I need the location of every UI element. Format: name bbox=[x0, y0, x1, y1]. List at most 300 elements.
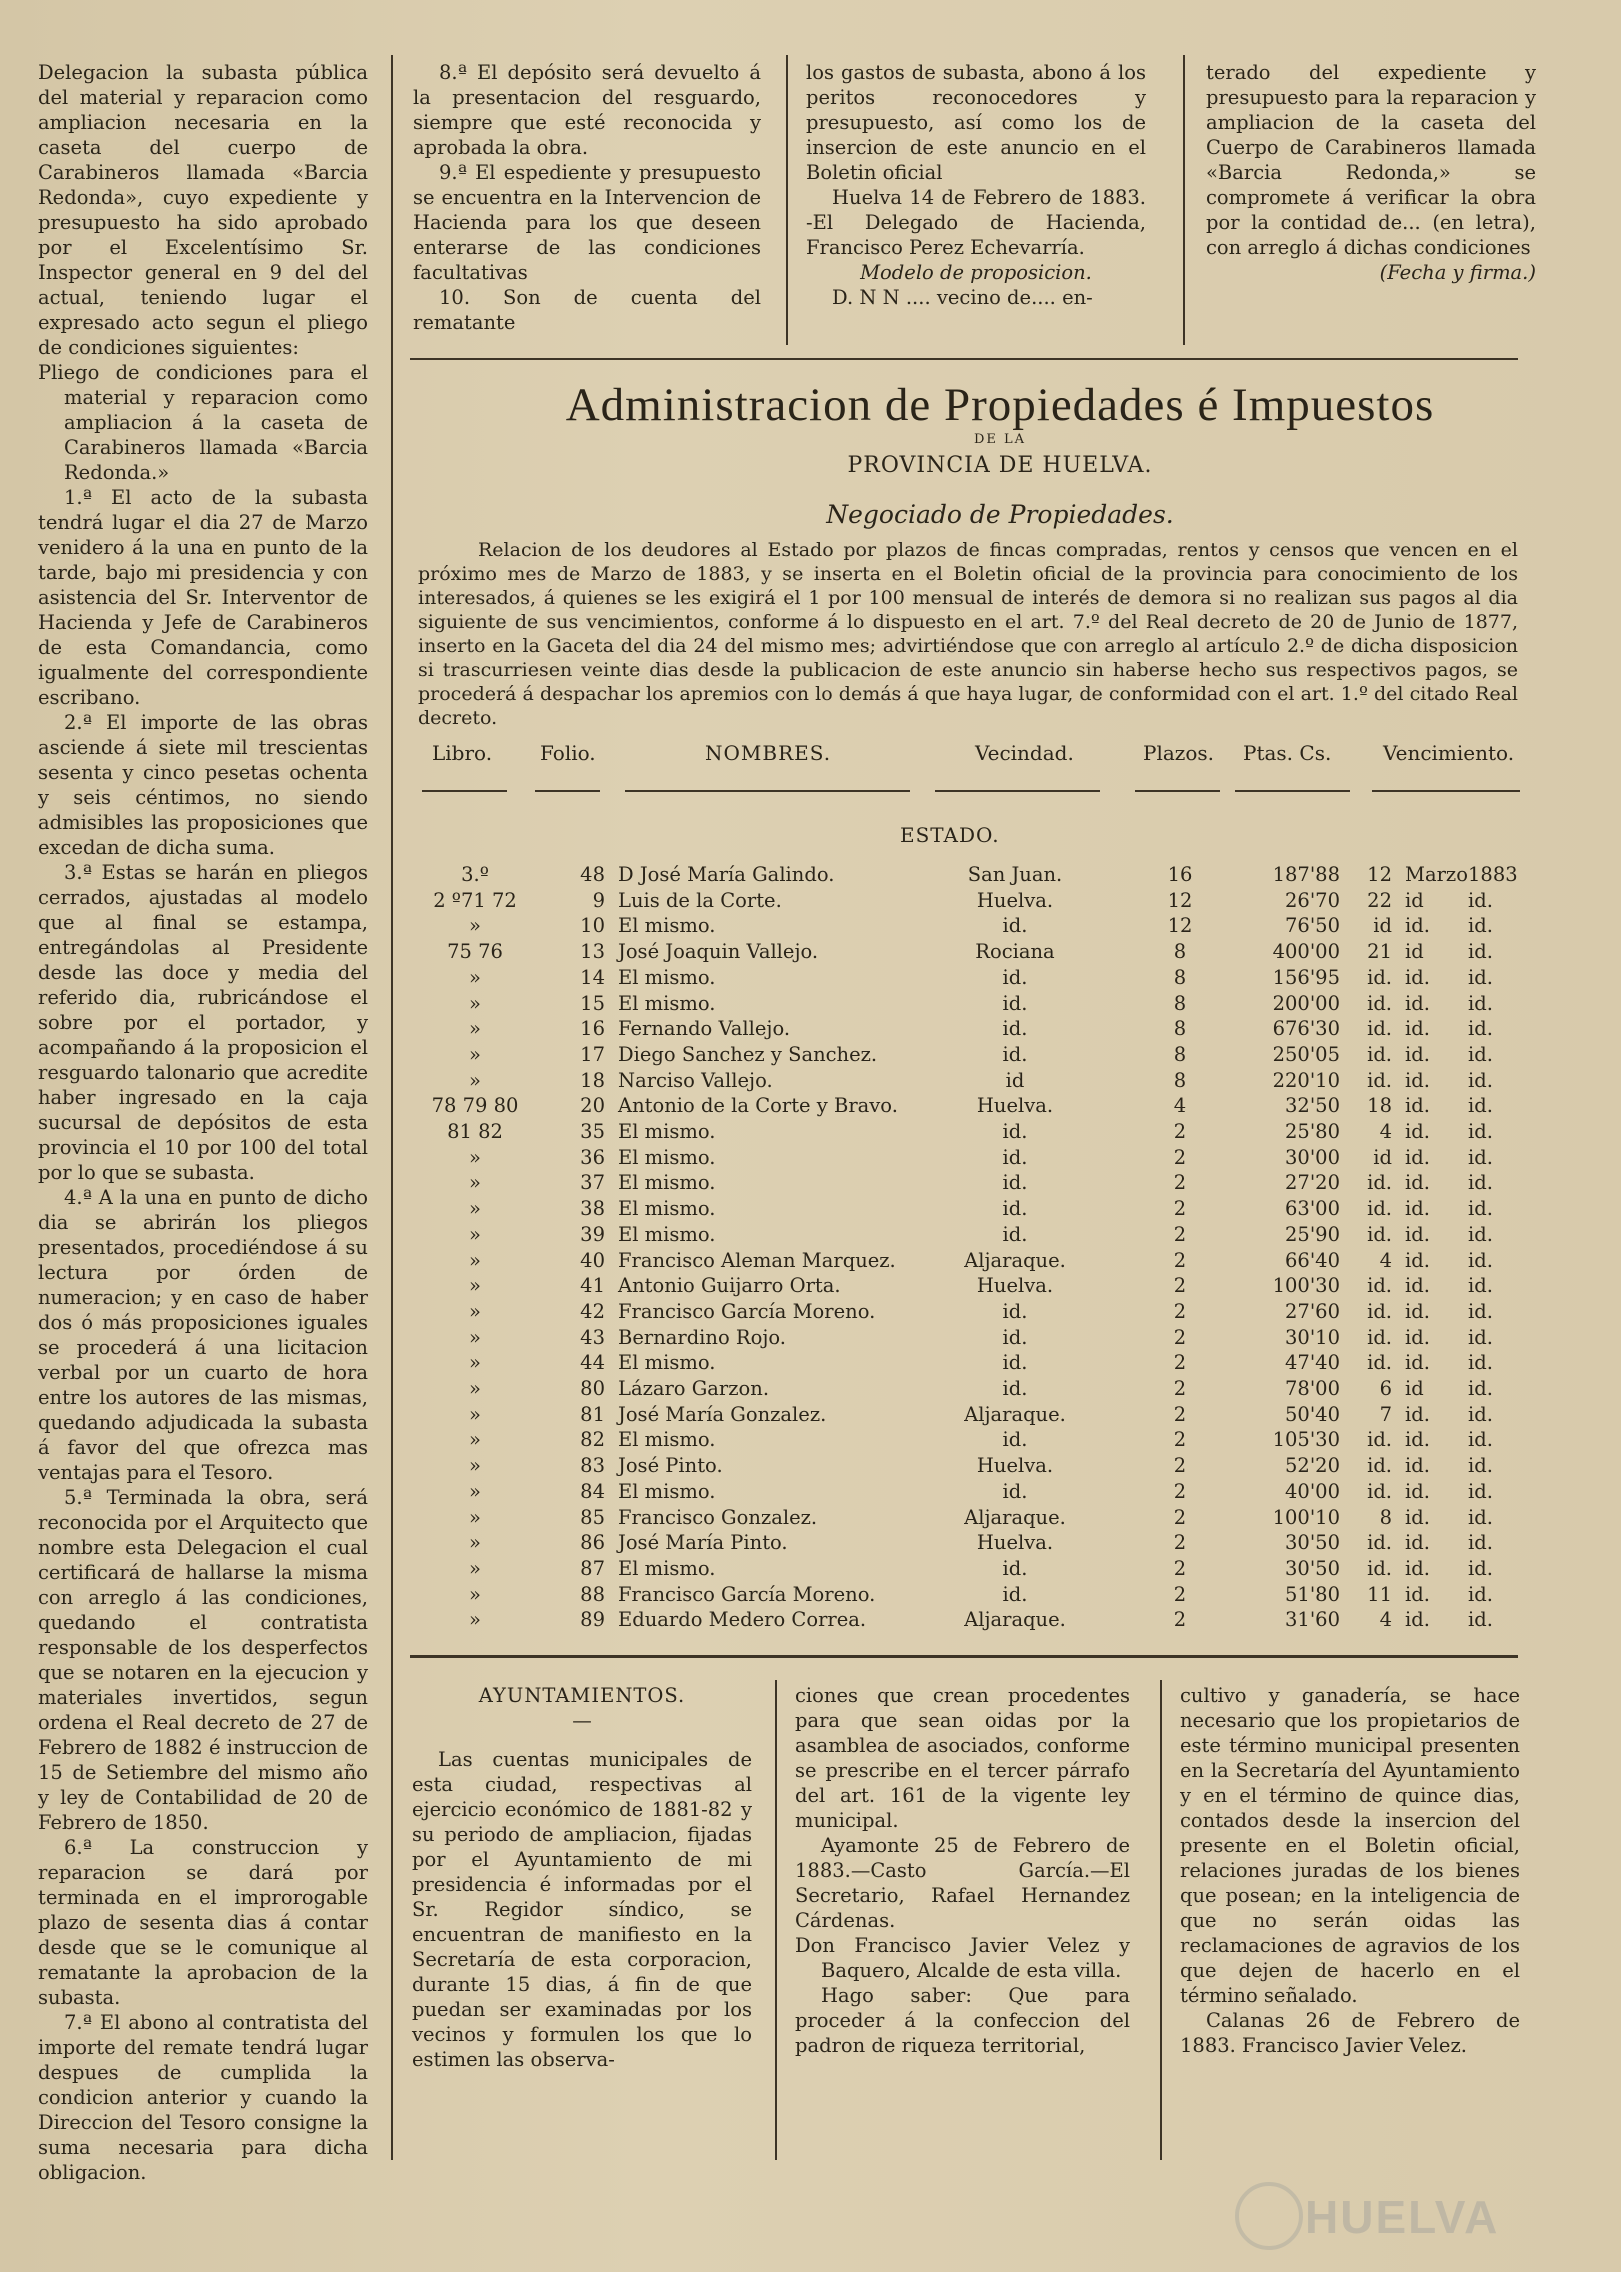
table-row bbox=[0, 1403, 1621, 1429]
heading-dash: — bbox=[572, 1709, 592, 1732]
row-venc-dia: 4 bbox=[1379, 1120, 1392, 1143]
row-libro: » bbox=[469, 965, 481, 989]
row-venc-mes: id. bbox=[1405, 1068, 1430, 1092]
row-plazos: 12 bbox=[1167, 888, 1193, 912]
row-venc-dia: id. bbox=[1367, 991, 1392, 1015]
row-venc-dia: 6 bbox=[1379, 1377, 1392, 1400]
row-plazos: 12 bbox=[1167, 914, 1193, 938]
row-folio: 18 bbox=[580, 1068, 605, 1092]
row-libro: » bbox=[469, 1505, 481, 1529]
column-rule bbox=[775, 1680, 777, 2160]
table-row bbox=[0, 1454, 1621, 1480]
header-underline bbox=[1235, 790, 1350, 792]
col1-paragraph: Pliego de condiciones para el material y reparacion como ampliacion á la caseta de Carabineros llamada «Barcia Redonda.» bbox=[38, 361, 368, 484]
row-folio: 40 bbox=[580, 1248, 605, 1272]
row-venc-anio: id. bbox=[1468, 940, 1493, 964]
row-venc-anio: id. bbox=[1468, 1505, 1493, 1529]
row-nombre: El mismo. bbox=[618, 991, 716, 1015]
row-pesetas: 51'80 bbox=[1285, 1582, 1340, 1606]
row-venc-dia: 12 bbox=[1367, 863, 1392, 886]
ayunt-c-paragraph: Calanas 26 de Febrero de 1883. Francisco Javier Velez. bbox=[1180, 2009, 1520, 2057]
table-row bbox=[0, 914, 1621, 940]
row-pesetas: 76'50 bbox=[1285, 914, 1340, 938]
row-libro: » bbox=[469, 1402, 481, 1426]
row-plazos: 2 bbox=[1173, 1402, 1187, 1426]
row-venc-anio: id. bbox=[1468, 1299, 1493, 1323]
row-vecindad: id. bbox=[1002, 1556, 1028, 1580]
table-row bbox=[0, 1480, 1621, 1506]
row-folio: 16 bbox=[580, 1017, 605, 1041]
header-underline bbox=[422, 790, 507, 792]
row-venc-mes: id. bbox=[1405, 1531, 1430, 1555]
row-venc-anio: id. bbox=[1468, 1582, 1493, 1606]
row-vecindad: id. bbox=[1002, 1351, 1028, 1375]
row-plazos: 2 bbox=[1173, 1454, 1187, 1478]
row-venc-mes: id. bbox=[1405, 1402, 1430, 1426]
row-plazos: 2 bbox=[1173, 1299, 1187, 1323]
row-vecindad: id. bbox=[1002, 1171, 1028, 1195]
row-vecindad: id. bbox=[1002, 1145, 1028, 1169]
col2-paragraph: 10. Son de cuenta del rematante bbox=[413, 286, 761, 334]
row-libro: 75 76 bbox=[447, 940, 503, 964]
row-plazos: 2 bbox=[1173, 1582, 1187, 1606]
row-nombre: D José María Galindo. bbox=[618, 863, 835, 886]
row-plazos: 2 bbox=[1173, 1505, 1187, 1529]
row-venc-mes: id bbox=[1405, 1377, 1424, 1400]
row-venc-dia: id. bbox=[1367, 1222, 1392, 1246]
col1-paragraph: 7.ª El abono al contratista del importe del remate tendrá lugar despues de cumplida la condicion anterior y cuando la Direccion del Tesoro consigne la suma necesaria para dicha obligacion. bbox=[38, 2011, 368, 2184]
row-libro: » bbox=[469, 1479, 481, 1503]
row-folio: 48 bbox=[580, 863, 605, 886]
row-pesetas: 25'90 bbox=[1285, 1222, 1340, 1246]
row-venc-dia: id. bbox=[1367, 1479, 1392, 1503]
row-libro: » bbox=[469, 1428, 481, 1452]
header-underline bbox=[1372, 790, 1520, 792]
col2-paragraph: 9.ª El espediente y presupuesto se encuentra en la Intervencion de Hacienda para los que deseen enterarse de las condiciones facultativas bbox=[413, 161, 761, 284]
row-folio: 41 bbox=[580, 1274, 605, 1298]
row-pesetas: 100'30 bbox=[1272, 1274, 1340, 1298]
row-venc-mes: id. bbox=[1405, 965, 1430, 989]
table-row bbox=[0, 1274, 1621, 1300]
ayuntamientos-column-b bbox=[795, 1683, 1130, 2058]
row-venc-anio: id. bbox=[1468, 1017, 1493, 1041]
row-venc-dia: id. bbox=[1367, 1454, 1392, 1478]
row-pesetas: 676'30 bbox=[1272, 1017, 1340, 1041]
row-nombre: El mismo. bbox=[618, 1351, 716, 1375]
row-vecindad: San Juan. bbox=[967, 863, 1063, 886]
row-venc-mes: id. bbox=[1405, 1248, 1430, 1272]
row-plazos: 2 bbox=[1173, 1171, 1187, 1195]
ayunt-b-paragraph: ciones que crean procedentes para que sean oidas por la asamblea de asociados, conforme se prescribe en el tercer párrafo del art. 161 de la vigente ley municipal. bbox=[795, 1684, 1130, 1832]
row-pesetas: 30'50 bbox=[1285, 1531, 1340, 1555]
row-plazos: 2 bbox=[1173, 1274, 1187, 1298]
table-row bbox=[0, 1377, 1621, 1403]
row-folio: 13 bbox=[580, 940, 605, 964]
row-folio: 20 bbox=[580, 1094, 605, 1118]
archive-watermark: HUELVA bbox=[1305, 2191, 1500, 2243]
row-venc-anio: id. bbox=[1468, 1608, 1493, 1632]
row-venc-dia: id. bbox=[1367, 1531, 1392, 1555]
row-venc-dia: 18 bbox=[1367, 1094, 1392, 1118]
row-folio: 82 bbox=[580, 1428, 605, 1452]
section-title: Administracion de Propiedades é Impuestos bbox=[565, 379, 1435, 431]
row-pesetas: 40'00 bbox=[1285, 1479, 1340, 1503]
row-venc-mes: id. bbox=[1405, 991, 1430, 1015]
row-nombre: Fernando Vallejo. bbox=[618, 1017, 791, 1041]
row-vecindad: Aljaraque. bbox=[964, 1608, 1066, 1632]
row-venc-mes: id bbox=[1405, 940, 1424, 964]
row-venc-anio: id. bbox=[1468, 1556, 1493, 1580]
row-nombre: Lázaro Garzon. bbox=[618, 1377, 770, 1400]
col3-paragraph: Modelo de proposicion. bbox=[860, 261, 1092, 284]
row-nombre: José María Pinto. bbox=[618, 1531, 788, 1555]
row-venc-mes: id. bbox=[1405, 1274, 1430, 1298]
row-libro: » bbox=[469, 1351, 481, 1375]
row-vecindad: Rociana bbox=[975, 940, 1055, 964]
row-vecindad: Huelva. bbox=[976, 1531, 1054, 1555]
row-vecindad: Huelva. bbox=[976, 1094, 1054, 1118]
row-vecindad: id. bbox=[1002, 1582, 1028, 1606]
row-folio: 89 bbox=[580, 1608, 605, 1632]
row-libro: » bbox=[469, 1222, 481, 1246]
row-venc-anio: id. bbox=[1468, 1479, 1493, 1503]
row-libro: » bbox=[469, 1377, 481, 1400]
row-venc-mes: id. bbox=[1405, 1454, 1430, 1478]
row-nombre: Luis de la Corte. bbox=[618, 888, 782, 912]
row-pesetas: 105'30 bbox=[1272, 1428, 1340, 1452]
row-nombre: El mismo. bbox=[618, 1171, 716, 1195]
row-plazos: 8 bbox=[1173, 1042, 1187, 1066]
row-libro: » bbox=[469, 991, 481, 1015]
table-row bbox=[0, 992, 1621, 1018]
row-venc-dia: id. bbox=[1367, 1171, 1392, 1195]
row-nombre: Antonio de la Corte y Bravo. bbox=[618, 1094, 898, 1118]
section-subtitle-provincia: PROVINCIA DE HUELVA. bbox=[847, 453, 1153, 478]
row-venc-anio: id. bbox=[1468, 888, 1493, 912]
header-ptas: Ptas. Cs. bbox=[1243, 741, 1332, 765]
row-venc-mes: id. bbox=[1405, 1556, 1430, 1580]
row-venc-anio: id. bbox=[1468, 914, 1493, 938]
row-venc-mes: id. bbox=[1405, 1299, 1430, 1323]
row-libro: » bbox=[469, 1325, 481, 1349]
col2-paragraph: 8.ª El depósito será devuelto á la presentacion del resguardo, siempre que esté reconocida y aprobada la obra. bbox=[413, 61, 761, 159]
row-libro: » bbox=[469, 1171, 481, 1195]
row-vecindad: id. bbox=[1002, 1299, 1028, 1323]
row-plazos: 8 bbox=[1173, 1017, 1187, 1041]
row-venc-dia: 8 bbox=[1379, 1505, 1392, 1529]
row-vecindad: id. bbox=[1002, 1017, 1028, 1041]
row-venc-anio: id. bbox=[1468, 1171, 1493, 1195]
table-row bbox=[0, 1120, 1621, 1146]
row-nombre: José Pinto. bbox=[618, 1454, 723, 1478]
row-venc-mes: id. bbox=[1405, 1325, 1430, 1349]
row-folio: 88 bbox=[580, 1582, 605, 1606]
ayuntamientos-heading: AYUNTAMIENTOS. bbox=[478, 1684, 686, 1707]
row-venc-anio: id. bbox=[1468, 1197, 1493, 1221]
row-venc-anio: id. bbox=[1468, 1248, 1493, 1272]
row-folio: 38 bbox=[580, 1197, 605, 1221]
row-pesetas: 50'40 bbox=[1285, 1402, 1340, 1426]
row-venc-dia: 4 bbox=[1379, 1608, 1392, 1632]
row-libro: » bbox=[469, 1556, 481, 1580]
row-venc-dia: 4 bbox=[1379, 1248, 1392, 1272]
row-vecindad: Huelva. bbox=[976, 1274, 1054, 1298]
row-pesetas: 32'50 bbox=[1285, 1094, 1340, 1118]
row-pesetas: 47'40 bbox=[1285, 1351, 1340, 1375]
table-row bbox=[0, 1017, 1621, 1043]
ayuntamientos-column-a bbox=[412, 1683, 752, 2072]
table-row bbox=[0, 940, 1621, 966]
row-pesetas: 30'50 bbox=[1285, 1556, 1340, 1580]
archive-seal-icon bbox=[1235, 2182, 1303, 2250]
row-venc-anio: id. bbox=[1468, 1428, 1493, 1452]
table-row bbox=[0, 1608, 1621, 1634]
row-libro: » bbox=[469, 1197, 481, 1221]
row-venc-anio: id. bbox=[1468, 1274, 1493, 1298]
row-nombre: El mismo. bbox=[618, 965, 716, 989]
row-folio: 87 bbox=[580, 1556, 605, 1580]
row-plazos: 2 bbox=[1173, 1145, 1187, 1169]
row-folio: 35 bbox=[580, 1120, 605, 1143]
row-folio: 39 bbox=[580, 1222, 605, 1246]
row-venc-mes: id. bbox=[1405, 1479, 1430, 1503]
row-pesetas: 30'10 bbox=[1285, 1325, 1340, 1349]
row-venc-dia: 22 bbox=[1367, 888, 1392, 912]
row-venc-mes: id. bbox=[1405, 914, 1430, 938]
row-plazos: 2 bbox=[1173, 1351, 1187, 1375]
header-underline bbox=[625, 790, 910, 792]
header-vencimiento: Vencimiento. bbox=[1383, 741, 1515, 765]
table-row bbox=[0, 1506, 1621, 1532]
row-pesetas: 52'20 bbox=[1285, 1454, 1340, 1478]
row-venc-anio: id. bbox=[1468, 1120, 1493, 1143]
row-folio: 36 bbox=[580, 1145, 605, 1169]
row-libro: » bbox=[469, 1582, 481, 1606]
row-pesetas: 250'05 bbox=[1272, 1042, 1340, 1066]
row-venc-mes: id. bbox=[1405, 1017, 1430, 1041]
table-row bbox=[0, 889, 1621, 915]
table-row bbox=[0, 1223, 1621, 1249]
row-nombre: Francisco García Moreno. bbox=[618, 1299, 876, 1323]
ayunt-c-paragraph: cultivo y ganadería, se hace necesario que los propietarios de este término municipal presenten en la Secretaría del Ayuntamiento y en el término de quince dias, contados desde la insercion del presente en el Boletin oficial, relaciones juradas de los bienes que posean; en la inteligencia de que no serán oidas las reclamaciones de agravios de los que dejen de hacerlo en el término señalado. bbox=[1180, 1684, 1520, 2007]
column-rule bbox=[1183, 55, 1185, 345]
row-pesetas: 31'60 bbox=[1285, 1608, 1340, 1632]
row-pesetas: 25'80 bbox=[1285, 1120, 1340, 1143]
section-subtitle-de-la: DE LA bbox=[973, 432, 1027, 447]
row-venc-dia: id. bbox=[1367, 1351, 1392, 1375]
row-folio: 80 bbox=[580, 1377, 605, 1400]
row-venc-mes: id. bbox=[1405, 1145, 1430, 1169]
row-libro: » bbox=[469, 1608, 481, 1632]
col4-paragraph: terado del expediente y presupuesto para la reparacion y ampliacion de la caseta del Cuerpo de Carabineros llamada «Barcia Redonda,» se compromete á verificar la obra por la contidad de... (en letra), con arreglo á dichas condiciones bbox=[1206, 61, 1536, 259]
col4-paragraph: (Fecha y firma.) bbox=[1379, 261, 1536, 284]
row-plazos: 2 bbox=[1173, 1531, 1187, 1555]
table-row bbox=[0, 1094, 1621, 1120]
row-folio: 42 bbox=[580, 1299, 605, 1323]
row-plazos: 8 bbox=[1173, 965, 1187, 989]
row-vecindad: id. bbox=[1002, 991, 1028, 1015]
row-venc-mes: id. bbox=[1405, 1197, 1430, 1221]
ayunt-a-paragraph: Las cuentas municipales de esta ciudad, respectivas al ejercicio económico de 1881-82 y su periodo de ampliacion, fijadas por el Ayuntamiento de mi presidencia é informadas por el Sr. Regidor síndico, se encuentran de manifiesto en la Secretaría de esta corporacion, durante 15 dias, á fin de que puedan ser examinadas por los vecinos y formulen los que lo estimen las observa- bbox=[412, 1748, 752, 2071]
row-venc-dia: 7 bbox=[1379, 1402, 1392, 1426]
col1-paragraph: Delegacion la subasta pública del material y reparacion como ampliacion necesaria en la caseta del cuerpo de Carabineros llamada «Barcia Redonda», cuyo expediente y presupuesto ha sido aprobado por el Excelentísimo Sr. Inspector general en 9 del del actual, teniendo lugar el expresado acto segun el pliego de condiciones siguientes: bbox=[38, 61, 368, 359]
negociado-heading: Negociado de Propiedades. bbox=[826, 500, 1174, 529]
row-plazos: 2 bbox=[1173, 1556, 1187, 1580]
row-libro: » bbox=[469, 1454, 481, 1478]
row-libro: » bbox=[469, 1017, 481, 1041]
row-nombre: El mismo. bbox=[618, 1222, 716, 1246]
row-venc-dia: id. bbox=[1367, 1428, 1392, 1452]
table-row bbox=[0, 1300, 1621, 1326]
column-rule bbox=[1160, 1680, 1162, 2160]
row-folio: 85 bbox=[580, 1505, 605, 1529]
row-venc-dia: id. bbox=[1367, 1274, 1392, 1298]
header-vecindad: Vecindad. bbox=[975, 741, 1074, 765]
row-plazos: 4 bbox=[1173, 1094, 1187, 1118]
row-libro: » bbox=[469, 1248, 481, 1272]
header-underline bbox=[1135, 790, 1220, 792]
row-venc-anio: id. bbox=[1468, 991, 1493, 1015]
row-venc-anio: id. bbox=[1468, 1454, 1493, 1478]
row-libro: 81 82 bbox=[447, 1120, 503, 1143]
row-folio: 83 bbox=[580, 1454, 605, 1478]
row-vecindad: Aljaraque. bbox=[964, 1248, 1066, 1272]
row-folio: 43 bbox=[580, 1325, 605, 1349]
row-libro: » bbox=[469, 914, 481, 938]
row-folio: 17 bbox=[580, 1042, 605, 1066]
row-folio: 81 bbox=[580, 1402, 605, 1426]
row-pesetas: 156'95 bbox=[1272, 965, 1340, 989]
row-nombre: Diego Sanchez y Sanchez. bbox=[618, 1042, 878, 1066]
row-pesetas: 100'10 bbox=[1272, 1505, 1340, 1529]
row-folio: 84 bbox=[580, 1479, 605, 1503]
row-venc-anio: id. bbox=[1468, 1402, 1493, 1426]
row-nombre: El mismo. bbox=[618, 1145, 716, 1169]
row-nombre: Antonio Guijarro Orta. bbox=[618, 1274, 841, 1298]
row-nombre: El mismo. bbox=[618, 1197, 716, 1221]
row-venc-mes: id. bbox=[1405, 1171, 1430, 1195]
col3-paragraph: D. N N .... vecino de.... en- bbox=[832, 286, 1093, 309]
row-vecindad: id bbox=[1005, 1068, 1025, 1092]
row-vecindad: id. bbox=[1002, 914, 1028, 938]
ayunt-b-paragraph: Hago saber: Que para proceder á la confeccion del padron de riqueza territorial, bbox=[795, 1984, 1130, 2057]
row-venc-mes: id. bbox=[1405, 1582, 1430, 1606]
row-venc-mes: Marzo bbox=[1405, 863, 1468, 886]
row-venc-dia: id. bbox=[1367, 1017, 1392, 1041]
row-plazos: 8 bbox=[1173, 1068, 1187, 1092]
relacion-paragraph: Relacion de los deudores al Estado por plazos de fincas compradas, rentos y censos que vencen en el próximo mes de Marzo de 1883, y se inserta en el Boletin oficial de la provincia para conocimiento de los interesados, á quienes se les exigirá el 1 por 100 mensual de interés de demora si no realizan sus pagos al dia siguiente de sus vencimientos, conforme á lo dispuesto en el art. 7.º del Real decreto de 20 de Junio de 1877, inserto en la Gaceta del dia 24 del mismo mes; advirtiéndose que con arreglo al artículo 2.º de dicha disposicion si trascurriesen veinte dias desde la publicacion de este anuncio sin haberse hecho sus respectivos pagos, se procederá á despachar los apremios con lo demás á que haya lugar, de conformidad con el art. 1.º del citado Real decreto. bbox=[418, 539, 1518, 729]
table-row bbox=[0, 1583, 1621, 1609]
row-nombre: Narciso Vallejo. bbox=[618, 1068, 773, 1092]
col1-paragraph: 1.ª El acto de la subasta tendrá lugar el dia 27 de Marzo venidero á la una en punto de la tarde, bajo mi presidencia y con asistencia del Sr. Interventor de Hacienda y Jefe de Carabineros de esta Comandancia, como igualmente del correspondiente escribano. bbox=[38, 486, 368, 709]
row-folio: 44 bbox=[580, 1351, 605, 1375]
row-plazos: 2 bbox=[1173, 1248, 1187, 1272]
col1-paragraph: 3.ª Estas se harán en pliegos cerrados, ajustadas al modelo que al final se estampa, entregándolas al Presidente desde las doce y media del referido dia, rubricándose el sobre por el portador, y acompañando á la proposicion el resguardo talonario que acredite haber ingresado en la caja sucursal de depósitos de esta provincia el 10 por 100 del total por lo que se subasta. bbox=[38, 861, 368, 1184]
row-venc-anio: id. bbox=[1468, 1042, 1493, 1066]
row-pesetas: 200'00 bbox=[1272, 991, 1340, 1015]
row-vecindad: id. bbox=[1002, 1197, 1028, 1221]
column-subasta-signature bbox=[1206, 60, 1536, 285]
col1-paragraph: 2.ª El importe de las obras asciende á siete mil trescientas sesenta y cinco pesetas ochenta y seis céntimos, no siendo admisibles las proposiciones que excedan de dicha suma. bbox=[38, 711, 368, 859]
row-nombre: José Joaquin Vallejo. bbox=[618, 940, 819, 964]
row-venc-dia: id. bbox=[1367, 1556, 1392, 1580]
row-venc-dia: id. bbox=[1367, 965, 1392, 989]
row-vecindad: Aljaraque. bbox=[964, 1505, 1066, 1529]
row-venc-mes: id. bbox=[1405, 1608, 1430, 1632]
row-venc-mes: id. bbox=[1405, 1505, 1430, 1529]
row-libro: 2 º71 72 bbox=[433, 888, 517, 912]
row-venc-anio: id. bbox=[1468, 1222, 1493, 1246]
row-venc-anio: id. bbox=[1468, 1094, 1493, 1118]
row-nombre: Eduardo Medero Correa. bbox=[618, 1608, 867, 1632]
row-plazos: 2 bbox=[1173, 1197, 1187, 1221]
header-plazos: Plazos. bbox=[1143, 741, 1214, 765]
column-subasta-model bbox=[806, 60, 1146, 310]
row-folio: 86 bbox=[580, 1531, 605, 1555]
row-libro: » bbox=[469, 1145, 481, 1169]
row-nombre: El mismo. bbox=[618, 1428, 716, 1452]
row-nombre: Francisco García Moreno. bbox=[618, 1582, 876, 1606]
row-pesetas: 78'00 bbox=[1285, 1377, 1340, 1400]
row-libro: » bbox=[469, 1068, 481, 1092]
row-plazos: 2 bbox=[1173, 1377, 1187, 1400]
row-venc-mes: id. bbox=[1405, 1094, 1430, 1118]
col1-paragraph: 4.ª A la una en punto de dicho dia se abrirán los pliegos presentados, procediéndose á su lectura por órden de numeracion; y en caso de haber dos ó más proposiciones iguales se procederá á una licitacion verbal por un cuarto de hora entre los autores de las mismas, quedando adjudicada la subasta á favor del que ofrezca mas ventajas para el Tesoro. bbox=[38, 1186, 368, 1484]
row-plazos: 2 bbox=[1173, 1608, 1187, 1632]
row-vecindad: id. bbox=[1002, 965, 1028, 989]
row-vecindad: id. bbox=[1002, 1120, 1028, 1143]
row-vecindad: id. bbox=[1002, 1479, 1028, 1503]
row-folio: 15 bbox=[580, 991, 605, 1015]
row-vecindad: Aljaraque. bbox=[964, 1402, 1066, 1426]
row-libro: 3.º bbox=[461, 863, 489, 886]
section-rule bbox=[410, 358, 1518, 360]
row-folio: 37 bbox=[580, 1171, 605, 1195]
table-row bbox=[0, 1351, 1621, 1377]
row-nombre: José María Gonzalez. bbox=[618, 1402, 827, 1426]
section-rule bbox=[410, 1655, 1518, 1658]
table-row bbox=[0, 1531, 1621, 1557]
table-row bbox=[0, 1428, 1621, 1454]
col3-paragraph: los gastos de subasta, abono á los peritos reconocedores y presupuesto, así como los de insercion de este anuncio en el Boletin oficial bbox=[806, 61, 1146, 184]
row-venc-dia: id bbox=[1373, 1145, 1392, 1169]
row-nombre: El mismo. bbox=[618, 1120, 716, 1143]
row-nombre: Francisco Gonzalez. bbox=[618, 1505, 818, 1529]
row-venc-dia: id. bbox=[1367, 1042, 1392, 1066]
row-venc-mes: id. bbox=[1405, 1222, 1430, 1246]
row-plazos: 16 bbox=[1167, 863, 1193, 886]
row-venc-anio: id. bbox=[1468, 965, 1493, 989]
row-vecindad: Huelva. bbox=[976, 1454, 1054, 1478]
row-venc-anio: id. bbox=[1468, 1068, 1493, 1092]
column-rule bbox=[786, 55, 788, 345]
row-venc-dia: 11 bbox=[1367, 1582, 1392, 1606]
ayunt-b-paragraph: Ayamonte 25 de Febrero de 1883.—Casto García.—El Secretario, Rafael Hernandez Cárdenas. bbox=[795, 1834, 1130, 1932]
table-row bbox=[0, 1069, 1621, 1095]
row-pesetas: 26'70 bbox=[1285, 888, 1340, 912]
row-venc-anio: id. bbox=[1468, 1351, 1493, 1375]
row-pesetas: 27'20 bbox=[1285, 1171, 1340, 1195]
row-venc-mes: id bbox=[1405, 888, 1424, 912]
row-nombre: Francisco Aleman Marquez. bbox=[618, 1248, 896, 1272]
row-libro: » bbox=[469, 1299, 481, 1323]
table-row bbox=[0, 863, 1621, 889]
header-underline bbox=[935, 790, 1100, 792]
row-venc-dia: id. bbox=[1367, 1197, 1392, 1221]
row-pesetas: 30'00 bbox=[1285, 1145, 1340, 1169]
row-venc-mes: id. bbox=[1405, 1428, 1430, 1452]
row-venc-dia: id bbox=[1373, 914, 1392, 938]
